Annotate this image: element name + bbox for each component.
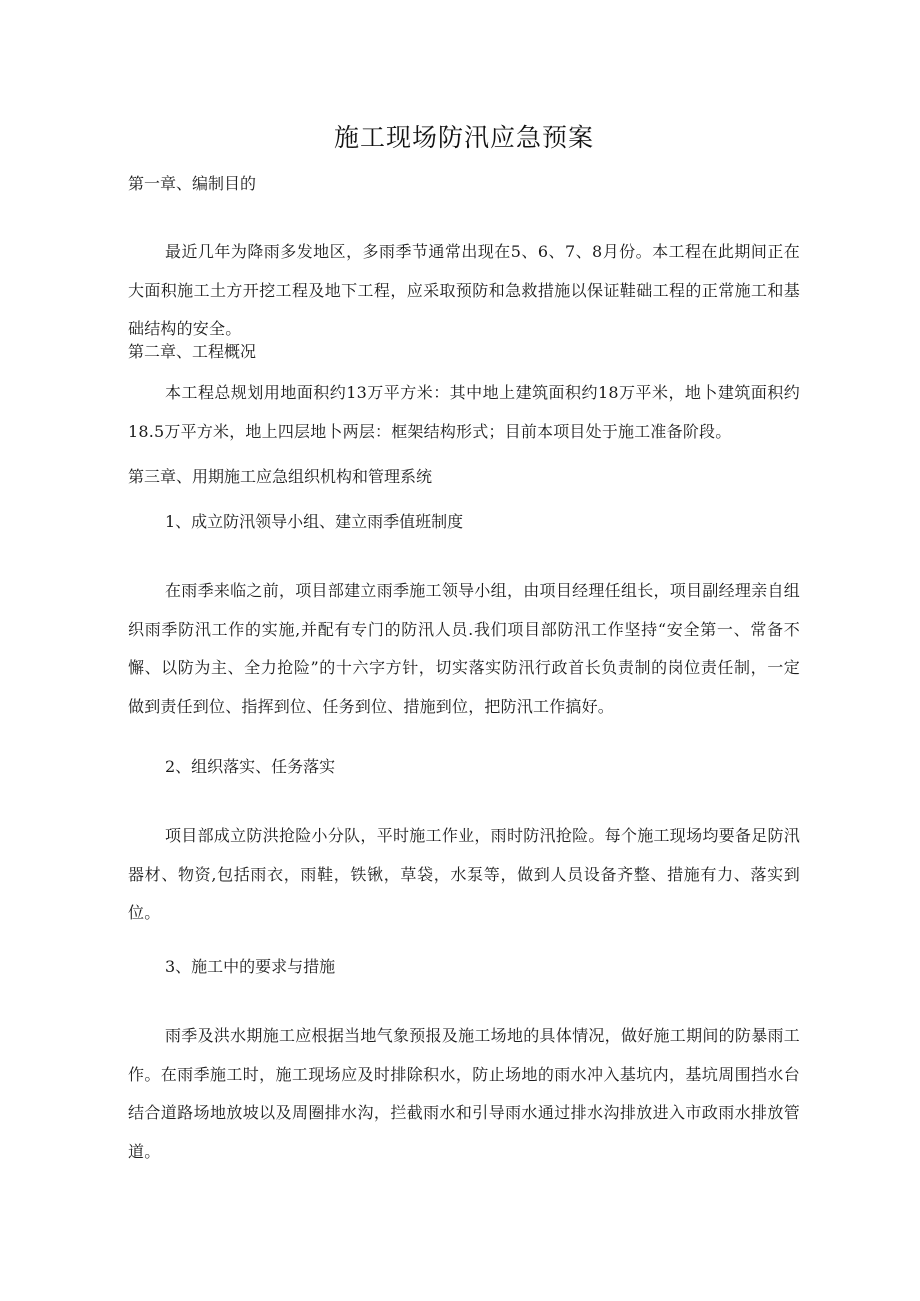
subsection-3-paragraph: 雨季及洪水期施工应根据当地气象预报及施工场地的具体情况，做好施工期间的防暴雨工作。在雨季施工时，施工现场应及时排除积水，防止场地的雨水冲入基坑内，基坑周围挡水台结合道路场地放坡以及周圈排水沟，拦截雨水和引导雨水通过排水沟排放进入市政雨水排放管道。 <box>128 1026 800 1161</box>
chapter-1-paragraph: 最近几年为降雨多发地区，多雨季节通常出现在5、6、7、8月份。本工程在此期间正在大面积施工土方开挖工程及地下工程，应采取预防和急救措施以保证鞋础工程的正常施工和基础结构的安全。 <box>128 242 800 338</box>
chapter-2-paragraph: 本工程总规划用地面积约13万平方米：其中地上建筑面积约18万平米，地卜建筑面积约18.5万平方米，地上四层地卜两层：框架结构形式；目前本项目处于施工准备阶段。 <box>128 383 800 441</box>
subsection-1-heading: 1、成立防汛领导小组、建立雨季值班制度 <box>165 512 464 531</box>
subsection-2-paragraph: 项目部成立防洪抢险小分队，平时施工作业，雨时防汛抢险。每个施工现场均要备足防汛器材、物资,包括雨衣，雨鞋，铁锹，草袋，水泵等，做到人员设备齐整、措施有力、落实到位。 <box>128 826 800 922</box>
subsection-3-heading: 3、施工中的要求与措施 <box>165 957 336 976</box>
document-title: 施工现场防汛应急预案 <box>333 123 594 152</box>
chapter-3-heading: 第三章、用期施工应急组织机构和管理系统 <box>128 467 433 486</box>
subsection-1-paragraph: 在雨季来临之前，项目部建立雨季施工领导小组，由项目经理任组长，项目副经理亲自组织雨季防汛工作的实施,并配有专门的防汛人员.我们项目部防汛工作坚持“安全第一、常备不懈、以防为主、全力抢险”的十六字方针，切实落实防汛行政首长负责制的岗位责任制，一定做到责任到位、指挥到位、任务到位、措施到位，把防汛工作搞好。 <box>128 581 800 716</box>
subsection-2-heading: 2、组织落实、任务落实 <box>165 757 336 776</box>
chapter-2-heading: 第二章、工程概况 <box>128 342 257 361</box>
chapter-1-heading: 第一章、编制目的 <box>128 174 257 193</box>
